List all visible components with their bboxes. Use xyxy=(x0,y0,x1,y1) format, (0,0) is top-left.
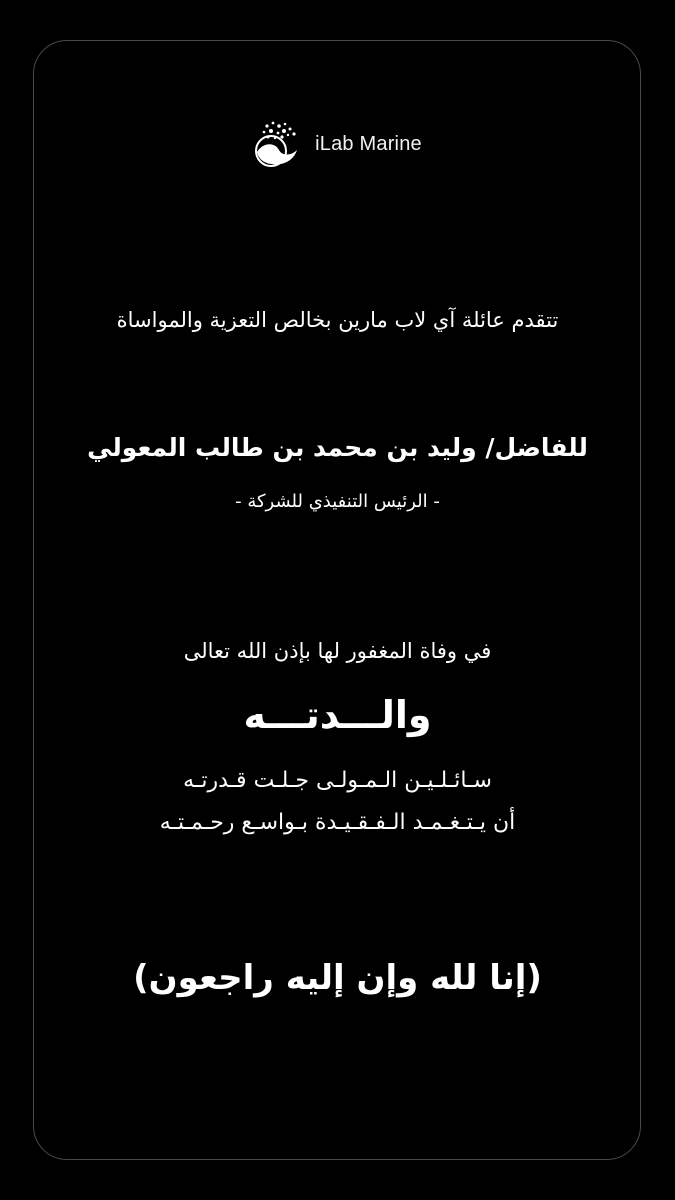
prayer-line-1: سـائـلـيـن الـمـولـى جـلـت قـدرتـه xyxy=(183,768,492,793)
quran-verse: (إنا لله وإن إليه راجعون) xyxy=(133,958,542,998)
wave-bubbles-logo-icon xyxy=(253,118,301,170)
brand-logo xyxy=(0,118,675,170)
brand-name: iLab Marine xyxy=(315,132,422,155)
honoree-name: للفاضل/ وليد بن محمد بن طالب المعولي xyxy=(87,433,588,462)
occasion-text: في وفاة المغفور لها بإذن الله تعالى xyxy=(183,639,492,663)
prayer-line-2: أن يـتـغـمـد الـفـقـيـدة بـواسـع رحـمـتـه xyxy=(159,810,516,835)
intro-text: تتقدم عائلة آي لاب مارين بخالص التعزية والمواساة xyxy=(116,308,559,332)
relation-heading: والـــدتـــه xyxy=(243,693,432,737)
honoree-title: - الرئيس التنفيذي للشركة - xyxy=(235,491,440,512)
